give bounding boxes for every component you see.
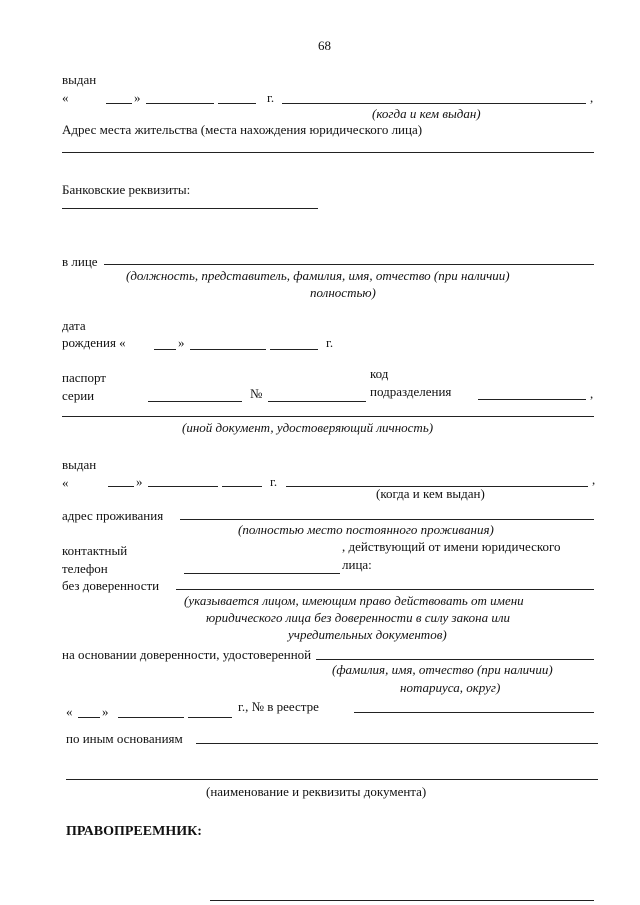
birth-month-field-line[interactable]	[190, 349, 266, 350]
notary-caption-1: (фамилия, имя, отчество (при наличии)	[332, 662, 553, 677]
without-power-caption-1: (указывается лицом, имеющим право действовать от имени	[184, 593, 524, 608]
without-power-caption-3: учредительных документов)	[288, 627, 447, 642]
passport-label-1: паспорт	[62, 370, 106, 385]
birth-label-2: рождения «	[62, 335, 126, 350]
other-grounds-field-line[interactable]	[196, 743, 598, 744]
poa-year-field-line[interactable]	[188, 717, 232, 718]
bank-details-field-line[interactable]	[62, 208, 318, 209]
date-open-quote: «	[62, 90, 69, 105]
subdivision-code-label-1: код	[370, 366, 389, 381]
document-details-field-line[interactable]	[66, 779, 598, 780]
trailing-comma-2: ,	[592, 472, 596, 487]
number-sign: №	[250, 386, 263, 401]
passport-number-field-line[interactable]	[268, 401, 366, 402]
representative-caption-1: (должность, представитель, фамилия, имя, отчество (при наличии)	[126, 268, 510, 283]
address-field-line[interactable]	[62, 152, 594, 153]
birth-year-abbr: г.	[326, 335, 334, 350]
year-abbr-2: г.	[270, 474, 278, 489]
representative-label: в лице	[62, 254, 98, 269]
day-field-line[interactable]	[106, 103, 132, 104]
residence-field-line[interactable]	[180, 519, 594, 520]
birth-close-quote: »	[178, 335, 185, 350]
other-grounds-label: по иным основаниям	[66, 731, 183, 746]
birth-day-field-line[interactable]	[154, 349, 176, 350]
month-field-line[interactable]	[146, 103, 214, 104]
representative-caption-2: полностью)	[310, 285, 376, 300]
issued-caption: (когда и кем выдан)	[372, 106, 481, 121]
poa-date-open-quote: «	[66, 704, 73, 719]
date-close-quote: »	[134, 90, 141, 105]
representative-field-line[interactable]	[104, 264, 594, 265]
poa-month-field-line[interactable]	[118, 717, 184, 718]
birth-year-field-line[interactable]	[270, 349, 318, 350]
contact-label-2: телефон	[62, 561, 108, 576]
document-details-caption: (наименование и реквизиты документа)	[206, 784, 427, 799]
bank-details-label: Банковские реквизиты:	[62, 182, 191, 197]
birth-label-1: дата	[62, 318, 86, 333]
poa-day-field-line[interactable]	[78, 717, 100, 718]
power-of-attorney-label: на основании доверенности, удостоверенной	[62, 647, 312, 662]
passport-label-2: серии	[62, 388, 95, 403]
notary-field-line[interactable]	[316, 659, 594, 660]
other-document-field-line[interactable]	[62, 416, 594, 417]
trailing-comma: ,	[590, 90, 594, 105]
passport-comma: ,	[590, 386, 594, 401]
subdivision-code-field-line[interactable]	[478, 399, 586, 400]
successor-heading: ПРАВОПРЕЕМНИК:	[66, 824, 202, 839]
successor-field-line[interactable]	[210, 900, 594, 901]
year-field-line-2[interactable]	[222, 486, 262, 487]
issued-caption-2: (когда и кем выдан)	[376, 486, 485, 501]
poa-date-close-quote: »	[102, 704, 109, 719]
phone-field-line[interactable]	[184, 573, 340, 574]
year-abbr: г.	[267, 90, 275, 105]
without-power-label: без доверенности	[62, 578, 160, 593]
date-open-quote-2: «	[62, 475, 69, 490]
issued-by-field-line[interactable]	[282, 103, 586, 104]
acting-text-2: лица:	[342, 557, 372, 572]
registry-text: г., № в реестре	[238, 699, 319, 714]
without-power-field-line[interactable]	[176, 589, 594, 590]
without-power-caption-2: юридического лица без доверенности в силу закона или	[206, 610, 511, 625]
contact-label-1: контактный	[62, 543, 128, 558]
residence-label: адрес проживания	[62, 508, 164, 523]
address-label: Адрес места жительства (места нахождения юридического лица)	[62, 122, 423, 137]
passport-series-field-line[interactable]	[148, 401, 242, 402]
notary-caption-2: нотариуса, округ)	[400, 680, 501, 695]
registry-number-field-line[interactable]	[354, 712, 594, 713]
day-field-line-2[interactable]	[108, 486, 134, 487]
other-document-caption: (иной документ, удостоверяющий личность)	[182, 420, 434, 435]
issued-label-2: выдан	[62, 457, 97, 472]
month-field-line-2[interactable]	[148, 486, 218, 487]
issued-label: выдан	[62, 72, 97, 87]
acting-text-1: , действующий от имени юридического	[342, 539, 561, 554]
subdivision-code-label-2: подразделения	[370, 384, 452, 399]
residence-caption: (полностью место постоянного проживания)	[238, 522, 494, 537]
date-close-quote-2: »	[136, 474, 143, 489]
year-field-line[interactable]	[218, 103, 256, 104]
page-number: 68	[318, 38, 331, 53]
